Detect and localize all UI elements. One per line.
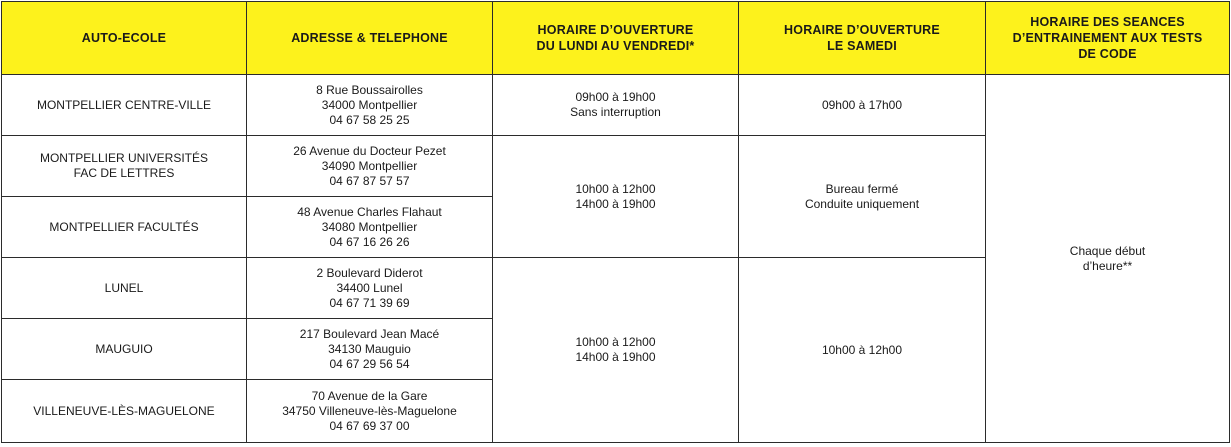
address-phone: 04 67 29 56 54: [329, 356, 410, 371]
header-line: LE SAMEDI: [827, 39, 897, 53]
weekday-hours: [493, 136, 739, 258]
header-row: [2, 2, 1230, 75]
school-address: [247, 380, 493, 443]
hours-line: Bureau fermé: [825, 181, 899, 196]
header-code-sessions: [986, 2, 1230, 75]
header-line: ADRESSE & TELEPHONE: [291, 31, 448, 45]
table-row: [2, 75, 1230, 136]
address-city: 34400 Lunel: [336, 280, 403, 295]
saturday-hours: [739, 75, 986, 136]
address-phone: 04 67 87 57 57: [329, 173, 410, 188]
header-line: D’ENTRAINEMENT AUX TESTS: [1012, 31, 1203, 45]
address-street: 70 Avenue de la Gare: [311, 388, 428, 403]
weekday-hours: [493, 75, 739, 136]
address-phone: 04 67 69 37 00: [329, 418, 410, 433]
code-sessions-line: d’heure**: [1082, 258, 1133, 273]
address-street: 26 Avenue du Docteur Pezet: [293, 143, 446, 158]
school-name-line: MAUGUIO: [95, 341, 153, 356]
header-address: [247, 2, 493, 75]
header-saturday-hours: [739, 2, 986, 75]
address-phone: 04 67 71 39 69: [329, 295, 410, 310]
saturday-hours: [739, 258, 986, 443]
address-street: 2 Boulevard Diderot: [316, 265, 423, 280]
address-street: 217 Boulevard Jean Macé: [299, 326, 440, 341]
school-address: [247, 319, 493, 380]
address-street: 8 Rue Boussairolles: [316, 82, 423, 97]
weekday-hours: [493, 258, 739, 443]
header-auto-ecole: [2, 2, 247, 75]
address-city: 34000 Montpellier: [321, 97, 418, 112]
header-line: HORAIRE DES SEANCES: [1030, 15, 1185, 29]
school-address: [247, 197, 493, 258]
header-line: HORAIRE D’OUVERTURE: [537, 23, 694, 37]
school-address: [247, 136, 493, 197]
school-address: [247, 258, 493, 319]
hours-line: 14h00 à 19h00: [575, 350, 656, 364]
hours-line: 09h00 à 17h00: [821, 97, 903, 112]
driving-schools-table: [1, 1, 1230, 443]
address-phone: 04 67 58 25 25: [329, 112, 410, 127]
school-name: [2, 75, 247, 136]
hours-line: Conduite uniquement: [804, 196, 920, 211]
address-city: 34090 Montpellier: [321, 158, 418, 173]
header-weekday-hours: [493, 2, 739, 75]
address-city: 34750 Villeneuve-lès-Maguelone: [282, 403, 457, 418]
address-city: 34080 Montpellier: [321, 219, 418, 234]
school-name-line: VILLENEUVE-LÈS-MAGUELONE: [33, 403, 215, 418]
school-name: [2, 197, 247, 258]
hours-line: 10h00 à 12h00: [575, 181, 656, 196]
saturday-hours: [739, 136, 986, 258]
header-line: HORAIRE D’OUVERTURE: [784, 23, 940, 37]
address-street: 48 Avenue Charles Flahaut: [297, 204, 442, 219]
hours-line: 09h00 à 19h00: [575, 90, 656, 104]
header-line: DU LUNDI AU VENDREDI*: [536, 39, 695, 53]
school-name-line: MONTPELLIER FACULTÉS: [49, 219, 199, 234]
school-name: [2, 136, 247, 197]
hours-line: Sans interruption: [570, 105, 661, 119]
code-sessions-line: Chaque début: [1069, 243, 1146, 258]
header-line: AUTO-ECOLE: [81, 31, 167, 45]
hours-line: 10h00 à 12h00: [575, 335, 656, 349]
school-name-line: LUNEL: [104, 280, 144, 295]
school-name: [2, 380, 247, 443]
school-name-line: MONTPELLIER UNIVERSITÉS: [39, 151, 209, 165]
hours-line: 14h00 à 19h00: [575, 196, 656, 211]
header-line: DE CODE: [1078, 47, 1137, 61]
school-name-line: MONTPELLIER CENTRE-VILLE: [36, 97, 212, 112]
school-name: [2, 258, 247, 319]
address-phone: 04 67 16 26 26: [329, 234, 410, 249]
code-sessions: [986, 75, 1230, 443]
school-name: [2, 319, 247, 380]
school-name-line: FAC DE LETTRES: [73, 166, 175, 180]
hours-line: 10h00 à 12h00: [821, 342, 903, 357]
address-city: 34130 Mauguio: [328, 341, 411, 356]
school-address: [247, 75, 493, 136]
